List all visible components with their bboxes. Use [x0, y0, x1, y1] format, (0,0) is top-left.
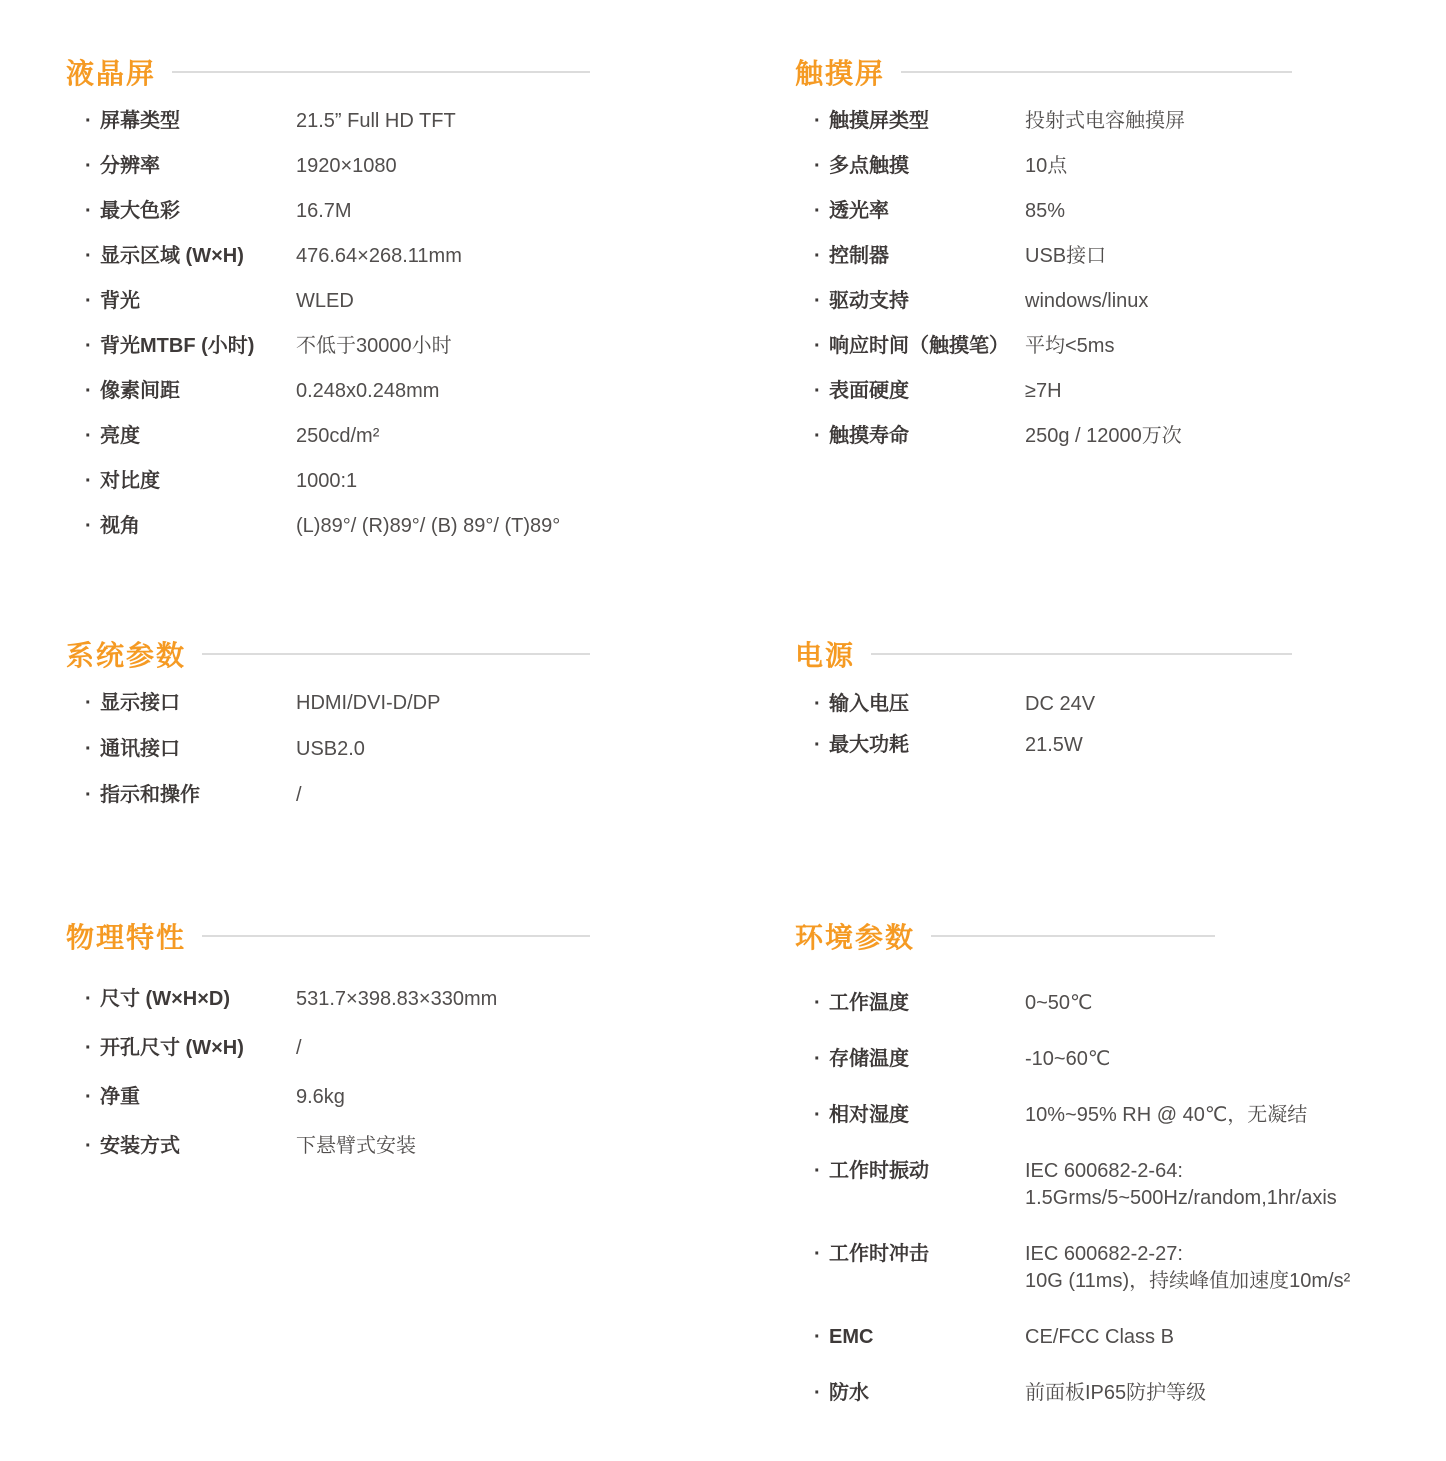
bullet-icon: · — [814, 290, 821, 312]
bullet-icon: · — [85, 290, 92, 312]
spec-value: 250cd/m² — [296, 425, 380, 447]
spec-label: 背光 — [100, 290, 140, 312]
spec-label: 多点触摸 — [829, 155, 909, 177]
section-header — [66, 54, 590, 90]
bullet-icon: · — [814, 1243, 821, 1265]
spec-label: 背光MTBF (小时) — [100, 335, 255, 357]
spec-row — [795, 1102, 1375, 1129]
spec-rows — [66, 108, 590, 539]
spec-row — [795, 423, 1355, 449]
section-title: 触摸屏 — [795, 58, 886, 89]
spec-value: windows/linux — [1025, 290, 1149, 312]
spec-row — [66, 782, 590, 808]
spec-row — [66, 108, 590, 134]
spec-label: 最大功耗 — [829, 734, 909, 756]
bullet-icon: · — [85, 110, 92, 132]
spec-value-line2: 10G (11ms)，持续峰值加速度10m/s² — [1025, 1270, 1351, 1292]
spec-value: HDMI/DVI-D/DP — [296, 692, 441, 714]
spec-value: 250g / 12000万次 — [1025, 425, 1182, 447]
spec-value: 10点 — [1025, 155, 1068, 177]
bullet-icon: · — [814, 425, 821, 447]
spec-row — [66, 288, 590, 314]
spec-label: 驱动支持 — [829, 290, 909, 312]
spec-label: 对比度 — [100, 470, 160, 492]
bullet-icon: · — [814, 335, 821, 357]
bullet-icon: · — [814, 155, 821, 177]
spec-value: 21.5W — [1025, 734, 1083, 756]
spec-rows — [795, 108, 1355, 449]
spec-label: 指示和操作 — [100, 784, 200, 806]
spec-row — [795, 1241, 1375, 1295]
spec-value: USB2.0 — [296, 738, 365, 760]
spec-label: 工作时振动 — [829, 1160, 929, 1182]
section-environment — [795, 918, 1375, 1436]
spec-value: 前面板IP65防护等级 — [1025, 1382, 1207, 1404]
spec-label: 工作温度 — [829, 992, 909, 1014]
section-title: 物理特性 — [66, 922, 187, 953]
section-power — [795, 636, 1319, 773]
spec-row — [66, 1133, 590, 1159]
spec-row — [66, 513, 590, 539]
bullet-icon: · — [85, 245, 92, 267]
spec-row — [795, 288, 1355, 314]
spec-value: 平均<5ms — [1025, 335, 1115, 357]
section-title: 环境参数 — [795, 922, 916, 953]
bullet-icon: · — [85, 692, 92, 714]
spec-rows — [66, 986, 590, 1159]
spec-row — [795, 1380, 1375, 1407]
spec-row — [66, 423, 590, 449]
spec-label: 分辨率 — [100, 155, 160, 177]
bullet-icon: · — [85, 380, 92, 402]
spec-value: 0~50℃ — [1025, 992, 1093, 1014]
bullet-icon: · — [85, 515, 92, 537]
bullet-icon: · — [814, 1382, 821, 1404]
section-divider-line — [172, 71, 590, 73]
spec-value: 531.7×398.83×330mm — [296, 988, 498, 1010]
section-header — [795, 54, 1292, 90]
spec-value: (L)89°/ (R)89°/ (B) 89°/ (T)89° — [296, 515, 561, 537]
spec-row — [795, 378, 1355, 404]
spec-label: 输入电压 — [829, 693, 909, 715]
section-touch-screen — [795, 54, 1355, 468]
spec-label: EMC — [829, 1326, 874, 1348]
bullet-icon: · — [85, 784, 92, 806]
section-title: 系统参数 — [66, 640, 187, 671]
spec-value: 9.6kg — [296, 1086, 345, 1108]
spec-label: 响应时间（触摸笔） — [829, 335, 1009, 357]
spec-value: 1920×1080 — [296, 155, 397, 177]
spec-value: DC 24V — [1025, 693, 1096, 715]
spec-label: 控制器 — [829, 245, 889, 267]
spec-value: 476.64×268.11mm — [296, 245, 462, 267]
spec-value: 85% — [1025, 200, 1066, 222]
spec-label: 透光率 — [829, 200, 889, 222]
spec-row — [795, 691, 1319, 717]
spec-label: 相对湿度 — [829, 1104, 909, 1126]
spec-value: 下悬臂式安装 — [296, 1135, 416, 1157]
section-header — [66, 636, 590, 672]
section-title: 液晶屏 — [66, 58, 157, 89]
bullet-icon: · — [85, 470, 92, 492]
bullet-icon: · — [85, 155, 92, 177]
section-divider-line — [871, 653, 1292, 655]
spec-value: 1000:1 — [296, 470, 358, 492]
spec-value-line2: 1.5Grms/5~500Hz/random,1hr/axis — [1025, 1187, 1337, 1209]
bullet-icon: · — [814, 734, 821, 756]
spec-value: 16.7M — [296, 200, 352, 222]
spec-label: 触摸寿命 — [829, 425, 909, 447]
bullet-icon: · — [814, 110, 821, 132]
spec-value: / — [296, 784, 302, 806]
bullet-icon: · — [85, 200, 92, 222]
spec-value: / — [296, 1037, 302, 1059]
spec-label: 最大色彩 — [100, 200, 180, 222]
spec-value-line1: IEC 600682-2-64: — [1025, 1160, 1183, 1182]
spec-value: -10~60℃ — [1025, 1048, 1111, 1070]
section-divider-line — [901, 71, 1292, 73]
bullet-icon: · — [85, 1086, 92, 1108]
spec-label: 屏幕类型 — [100, 110, 180, 132]
section-lcd-screen — [66, 54, 590, 558]
bullet-icon: · — [85, 738, 92, 760]
spec-row — [66, 378, 590, 404]
spec-value: 0.248x0.248mm — [296, 380, 440, 402]
spec-row — [66, 986, 590, 1012]
spec-row — [66, 333, 590, 359]
bullet-icon: · — [85, 425, 92, 447]
section-header — [795, 636, 1292, 672]
spec-row — [795, 732, 1319, 758]
section-divider-line — [202, 653, 590, 655]
bullet-icon: · — [814, 1048, 821, 1070]
spec-row — [795, 1324, 1375, 1351]
spec-label: 触摸屏类型 — [829, 110, 929, 132]
spec-value — [1025, 1158, 1375, 1212]
spec-row — [66, 468, 590, 494]
spec-value-line1: IEC 600682-2-27: — [1025, 1243, 1183, 1265]
spec-rows — [795, 990, 1375, 1407]
bullet-icon: · — [814, 992, 821, 1014]
spec-row — [795, 108, 1355, 134]
section-divider-line — [931, 935, 1215, 937]
spec-row — [795, 1158, 1375, 1212]
spec-row — [66, 198, 590, 224]
spec-row — [66, 1035, 590, 1061]
bullet-icon: · — [814, 1326, 821, 1348]
bullet-icon: · — [814, 693, 821, 715]
spec-label: 防水 — [829, 1382, 869, 1404]
spec-row — [795, 333, 1355, 359]
bullet-icon: · — [814, 1160, 821, 1182]
section-header — [66, 918, 590, 954]
section-system-params — [66, 636, 590, 828]
spec-label: 像素间距 — [100, 380, 180, 402]
spec-label: 安装方式 — [100, 1135, 180, 1157]
spec-rows — [795, 691, 1319, 758]
spec-label: 开孔尺寸 (W×H) — [100, 1037, 244, 1059]
spec-label: 尺寸 (W×H×D) — [100, 988, 230, 1010]
spec-label: 显示区域 (W×H) — [100, 245, 244, 267]
spec-value: 投射式电容触摸屏 — [1025, 110, 1185, 132]
spec-value: WLED — [296, 290, 354, 312]
spec-label: 工作时冲击 — [829, 1243, 929, 1265]
spec-value: 21.5” Full HD TFT — [296, 110, 456, 132]
bullet-icon: · — [814, 245, 821, 267]
spec-label: 表面硬度 — [829, 380, 909, 402]
spec-row — [795, 198, 1355, 224]
spec-label: 视角 — [100, 515, 140, 537]
spec-label: 净重 — [100, 1086, 140, 1108]
spec-row — [66, 243, 590, 269]
spec-label: 显示接口 — [100, 692, 180, 714]
spec-value: ≥7H — [1025, 380, 1062, 402]
bullet-icon: · — [814, 200, 821, 222]
spec-value: 10%~95% RH @ 40℃，无凝结 — [1025, 1104, 1308, 1126]
spec-value: USB接口 — [1025, 245, 1107, 267]
bullet-icon: · — [814, 1104, 821, 1126]
spec-row — [795, 1046, 1375, 1073]
spec-label: 通讯接口 — [100, 738, 180, 760]
section-divider-line — [202, 935, 590, 937]
bullet-icon: · — [85, 335, 92, 357]
spec-label: 存储温度 — [829, 1048, 909, 1070]
spec-row — [795, 243, 1355, 269]
spec-row — [66, 1084, 590, 1110]
section-header — [795, 918, 1215, 954]
spec-row — [66, 736, 590, 762]
bullet-icon: · — [85, 1135, 92, 1157]
bullet-icon: · — [85, 1037, 92, 1059]
spec-value: CE/FCC Class B — [1025, 1326, 1174, 1348]
spec-row — [66, 153, 590, 179]
section-title: 电源 — [795, 640, 856, 671]
spec-row — [795, 990, 1375, 1017]
bullet-icon: · — [85, 988, 92, 1010]
spec-value: 不低于30000小时 — [296, 335, 452, 357]
spec-row — [795, 153, 1355, 179]
section-physical — [66, 918, 590, 1182]
bullet-icon: · — [814, 380, 821, 402]
spec-row — [66, 690, 590, 716]
spec-label: 亮度 — [100, 425, 140, 447]
spec-value — [1025, 1241, 1375, 1295]
spec-rows — [66, 690, 590, 808]
